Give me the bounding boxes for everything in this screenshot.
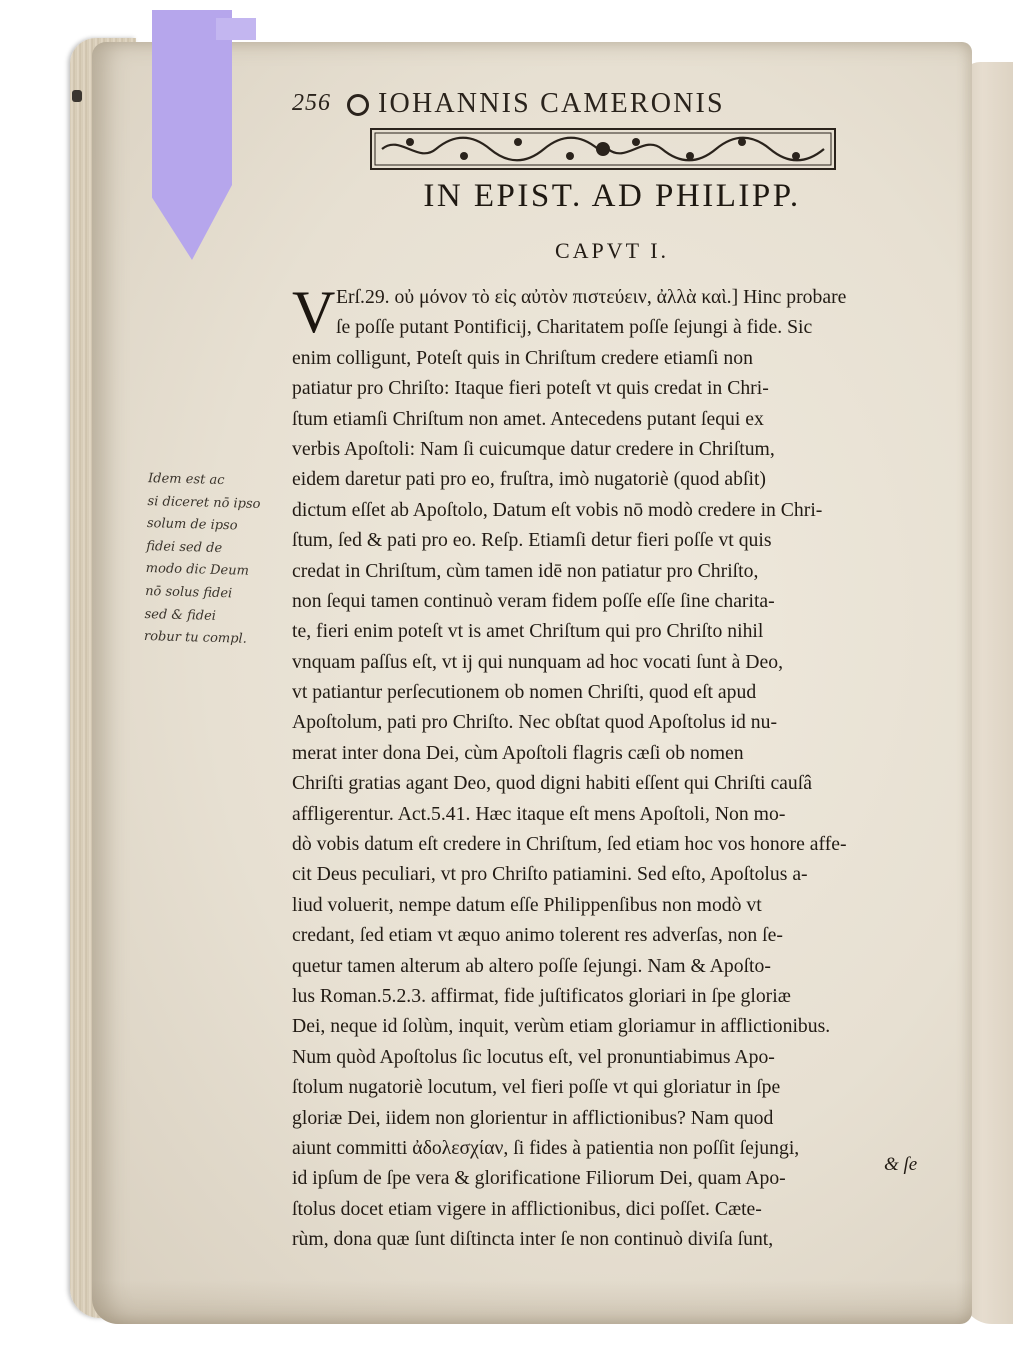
marginalia-line: sed & fidei bbox=[144, 606, 217, 624]
body-line: Dei, neque id ſolùm, inquit, verùm etiam gloriamur in afflictionibus. bbox=[292, 1015, 831, 1038]
drop-capital: V bbox=[292, 279, 336, 345]
marginalia-line: fidei sed de bbox=[146, 538, 223, 556]
body-line: patiatur pro Chriſto: Itaque fieri poteſt vt quis credat in Chri- bbox=[292, 377, 769, 400]
body-line: Erſ.29. οὐ μόνον τὸ εἰς αὐτὸν πιστεύειν, ἀλλὰ καὶ.] Hinc probare bbox=[336, 286, 847, 308]
spine-strap bbox=[72, 90, 82, 102]
body-line: Num quòd Apoſtolus ſic locutus eſt, vel pronuntiabimus Apo- bbox=[292, 1045, 775, 1068]
body-line: te, fieri enim poteſt vt is amet Chriſtum qui pro Chriſto nihil bbox=[292, 620, 764, 643]
catchword: & ſe bbox=[884, 1154, 918, 1175]
body-line: lus Roman.5.2.3. affirmat, fide juſtificatos gloriari in ſpe gloriæ bbox=[292, 984, 791, 1007]
marginalia-line: nō solus fidei bbox=[144, 583, 233, 602]
body-line: affligerentur. Act.5.41. Hæc itaque eſt mens Apoſtoli, Non mo- bbox=[292, 802, 786, 825]
body-line: cit Deus peculiari, vt pro Chriſto patiamini. Sed eſto, Apoſtolus a- bbox=[292, 863, 808, 886]
page-number: 256 bbox=[292, 90, 331, 116]
body-line: verbis Apoſtoli: Nam ſi cuicumque datur credere in Chriſtum, bbox=[292, 437, 775, 460]
bookmark-flag bbox=[216, 18, 256, 40]
ornamental-headpiece bbox=[370, 128, 836, 170]
marginalia-line: si diceret nō ipso bbox=[147, 493, 261, 512]
body-line: vnquam paſſus eſt, vt ij qui nunquam ad hoc vocati ſunt à Deo, bbox=[292, 650, 783, 673]
body-line: liud voluerit, nempe datum eſſe Philippenſibus non modò vt bbox=[292, 893, 762, 916]
body-line: ſtum etiamſi Chriſtum non amet. Antecedens putant ſequi ex bbox=[292, 407, 764, 430]
body-line: quetur tamen alterum ab altero poſſe ſejungi. Nam & Apoſto- bbox=[292, 954, 771, 977]
body-line: eidem daretur pati pro eo, fruſtra, imò nugatoriè (quod abſit) bbox=[292, 468, 766, 491]
body-line: vt patiantur perſecutionem ob nomen Chriſti, quod eſt apud bbox=[292, 681, 757, 704]
running-title: IOHANNIS CAMERONIS bbox=[378, 88, 725, 119]
body-line: credat in Chriſtum, cùm tamen idē non patiatur pro Chriſto, bbox=[292, 559, 759, 582]
body-line: ſtolum nugatoriè locutum, vel fieri poſſe vt qui gloriatur in ſpe bbox=[292, 1076, 781, 1099]
body-line: dò vobis datum eſt credere in Chriſtum, ſed etiam hoc vos honore affe- bbox=[292, 833, 847, 856]
chapter-heading: CAPVT I. bbox=[554, 238, 670, 263]
body-line: rùm, dona quæ ſunt diſtincta inter ſe non continuò diviſa ſunt, bbox=[292, 1228, 774, 1251]
body-line: gloriæ Dei, iidem non glorientur in afflictionibus? Nam quod bbox=[292, 1106, 774, 1129]
body-line: enim colligunt, Poteſt quis in Chriſtum credere etiamſi non bbox=[292, 346, 753, 369]
marginalia-line: robur tu compl. bbox=[143, 629, 247, 647]
body-line: Apoſtolum, pati pro Chriſto. Nec obſtat quod Apoſtolus id nu- bbox=[292, 711, 778, 734]
body-line: dictum eſſet ab Apoſtolo, Datum eſt vobis nō modò credere in Chri- bbox=[292, 498, 823, 521]
body-line: ſe poſſe putant Pontificij, Charitatem poſſe ſejungi à fide. Sic bbox=[336, 316, 813, 339]
body-line: credant, ſed etiam vt æquo animo tolerent res adverſas, non ſe- bbox=[292, 924, 783, 947]
body-line: id ipſum de ſpe vera & glorificatione Filiorum Dei, quam Apo- bbox=[292, 1167, 786, 1190]
body-line: ſtolus docet etiam vigere in afflictionibus, dici poſſet. Cæte- bbox=[292, 1197, 762, 1220]
body-line: aiunt committi ἀδολεσχίαν, ſi fides à patientia non poſſit ſejungi, bbox=[292, 1136, 800, 1159]
handwritten-marginalia bbox=[144, 468, 299, 653]
marginalia-line: Idem est ac bbox=[147, 471, 225, 489]
body-line: ſtum, ſed & pati pro eo. Reſp. Etiamſi detur fieri poſſe vt quis bbox=[292, 529, 772, 552]
page-bottom-shadow bbox=[92, 1280, 972, 1324]
marginalia-line: modo dic Deum bbox=[145, 561, 250, 580]
marginalia-line: solum de ipso bbox=[146, 516, 238, 534]
body-line: Chriſti gratias agant Deo, quod digni habiti eſſent qui Chriſti cauſâ bbox=[292, 772, 812, 795]
body-line: merat inter dona Dei, cùm Apoſtoli flagris cæſi ob nomen bbox=[292, 741, 744, 764]
body-line: non ſequi tamen continuò veram fidem poſſe eſſe ſine charita- bbox=[292, 589, 775, 612]
ornament-circle-icon bbox=[347, 94, 369, 116]
running-head bbox=[292, 88, 932, 128]
body-text bbox=[292, 279, 927, 1255]
section-title: IN EPIST. AD PHILIPP. bbox=[423, 178, 801, 214]
